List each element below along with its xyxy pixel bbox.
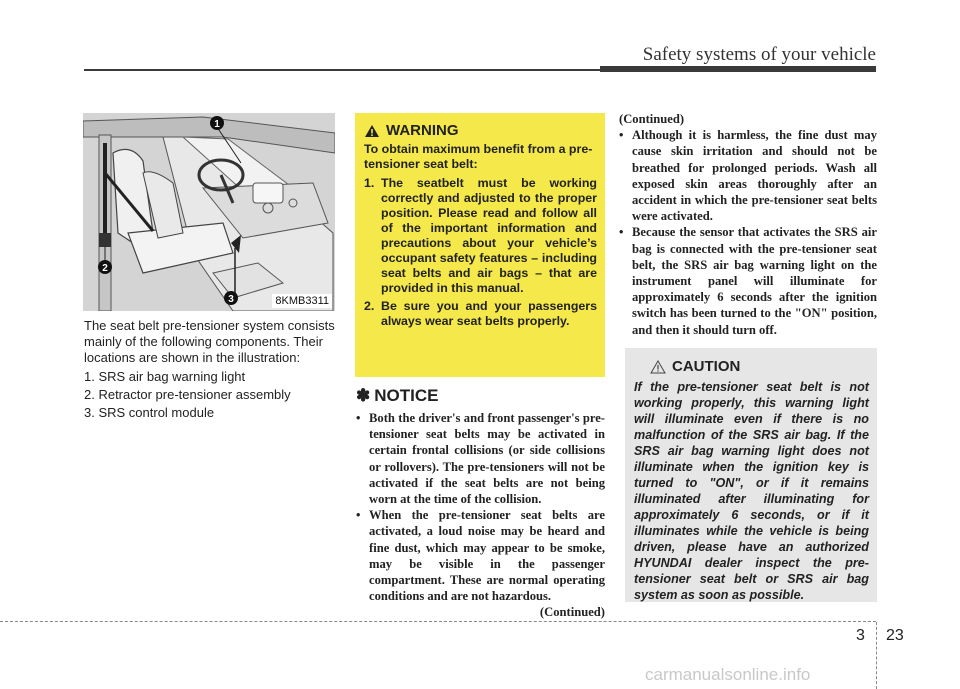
continued-bullet-text: Because the sensor that activates the SRS air bag is connected with the pre-tensioner seat belt, the SRS air bag warning light on the instrument panel will illuminate for approximately 6 seconds after the ignition switch has been turned to the "ON" position, and then it should turn off.	[632, 225, 877, 337]
intro-section	[84, 318, 336, 423]
warning-item	[364, 176, 597, 296]
header-bar	[600, 66, 876, 72]
warning-title: WARNING	[386, 122, 459, 139]
notice-header	[356, 386, 438, 406]
warning-item-text: Be sure you and your passengers always wear seat belts properly.	[381, 299, 597, 328]
page-header-title: Safety systems of your vehicle	[642, 44, 876, 65]
continued-label: (Continued)	[619, 112, 685, 126]
page-number: 23	[886, 627, 904, 644]
pretensioner-illustration	[83, 113, 335, 311]
svg-text:2: 2	[102, 263, 108, 274]
footer-rule	[0, 621, 876, 622]
svg-text:1: 1	[214, 119, 220, 130]
notice-symbol-icon: ✽	[356, 386, 371, 405]
callout-3	[224, 291, 238, 305]
bullet-dot: •	[356, 508, 361, 523]
figure-code: 8KMB3311	[272, 294, 332, 308]
caution-text: If the pre-tensioner seat belt is not working properly, this warning light will illuminate even if there is no malfunction of the SRS air bag. If the SRS air bag warning light does not illuminate when the ignition key is turned to "ON", or if it remains illuminated after illuminating for approximately 6 seconds, or if it illuminates while the vehicle is being driven, please have an authorized HYUNDAI dealer inspect the pre-tensioner seat belt or SRS air bag system as soon as possible.	[634, 380, 869, 602]
warning-item-number: 1.	[364, 176, 375, 190]
intro-paragraph: The seat belt pre-tensioner system consists mainly of the following components. Their locations are shown in the illustration:	[84, 318, 335, 365]
notice-title: NOTICE	[374, 386, 439, 405]
car-interior-drawing	[83, 113, 335, 311]
bullet-dot: •	[619, 225, 624, 240]
caution-box	[625, 348, 877, 602]
list-item: 2. Retractor pre-tensioner assembly	[84, 387, 291, 402]
svg-text:3: 3	[228, 294, 234, 305]
bullet-dot: •	[619, 128, 624, 143]
page-divider	[876, 622, 877, 689]
warning-item	[364, 299, 597, 329]
warning-item-text: The seatbelt must be working correctly and adjusted to the proper position. Please read and follow all of the important information and precautions about your vehicle’s occupant safety features – including seat belts and air bags – that are provided in this manual.	[381, 176, 597, 295]
warning-item-number: 2.	[364, 299, 375, 313]
list-item: 3. SRS control module	[84, 405, 215, 420]
warning-header	[364, 123, 597, 138]
callout-1	[210, 116, 224, 130]
warning-box	[355, 113, 605, 377]
continued-bullet	[619, 224, 877, 337]
caution-title: CAUTION	[672, 358, 741, 375]
section-number: 3	[856, 627, 865, 644]
bullet-dot: •	[356, 411, 361, 425]
continued-bullet-text: Although it is harmless, the fine dust may cause skin irritation and should not be breathed for prolonged periods. Wash all exposed skin areas thoroughly after an accident in which the pre-tensioner seat belts were activated.	[632, 128, 877, 224]
notice-bullet	[356, 410, 605, 507]
continued-section	[619, 111, 877, 338]
caution-header	[650, 358, 869, 375]
notice-continued: (Continued)	[539, 605, 605, 620]
list-item: 1. SRS air bag warning light	[84, 369, 246, 384]
continued-bullet	[619, 127, 877, 224]
caution-triangle-icon	[650, 360, 666, 374]
notice-bullet-text: When the pre-tensioner seat belts are activated, a loud noise may be heard and fine dust, which may appear to be smoke, may be visible in the passenger compartment. These are normal operating conditions and are not hazardous.	[369, 508, 605, 604]
watermark: carmanualsonline.info	[645, 665, 811, 684]
warning-intro: To obtain maximum benefit from a pre-tensioner seat belt:	[364, 142, 593, 171]
warning-triangle-icon	[364, 124, 380, 138]
callout-2	[98, 260, 112, 274]
notice-body	[356, 410, 605, 621]
notice-bullet	[356, 507, 605, 604]
notice-bullet-text: Both the driver's and front passenger's pre-tensioner seat belts may be activated in certain frontal collisions (or side collisions or rollovers). The pre-tensioners will not be activated if the seat belts are not being worn at the time of the collision.	[369, 411, 605, 507]
